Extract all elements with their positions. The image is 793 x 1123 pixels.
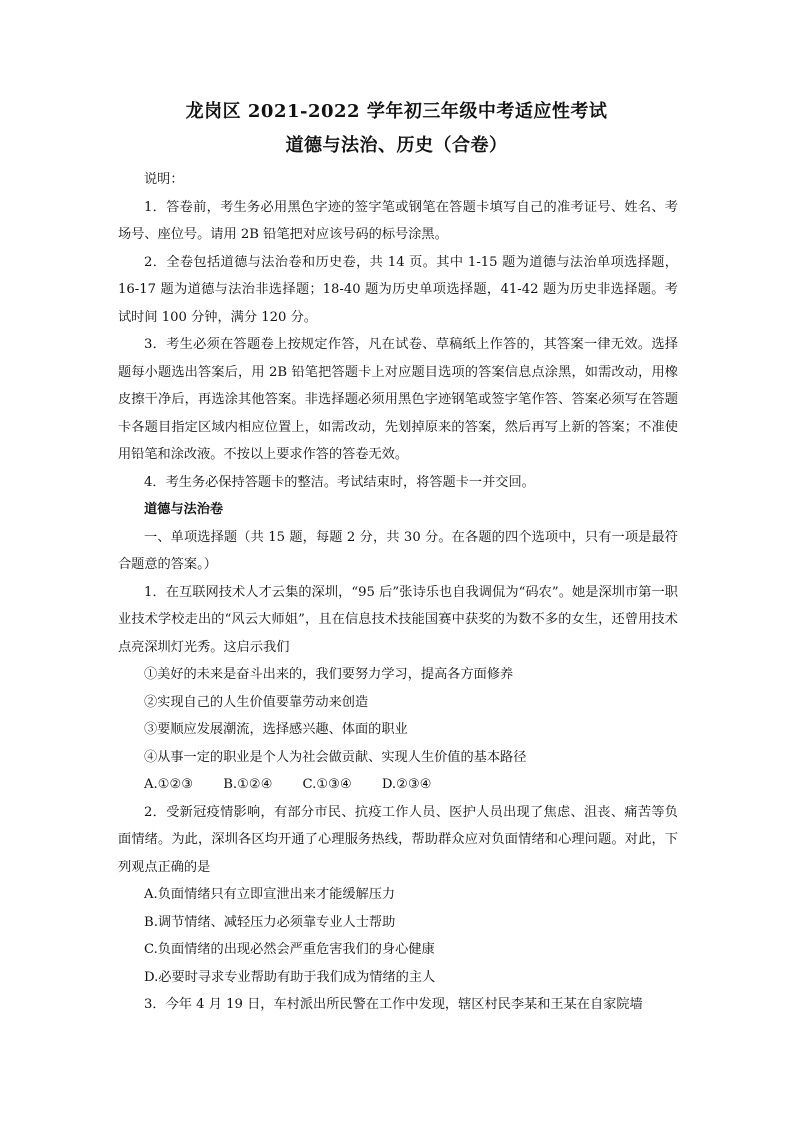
question-2-option-c: C.负面情绪的出现必然会严重危害我们的身心健康 [144,942,435,957]
question-1-statement-1: ①美好的未来是奋斗出来的，我们要努力学习，提高各方面修养 [144,667,514,682]
exam-subtitle: 道德与法治、历史（合卷） [285,135,508,156]
instruction-item-1: 1．答卷前，考生务必用黑色字迹的签字笔或钢笔在答题卡填写自己的准考证号、姓名、考场号、座位号。请用 2B 铅笔把对应该号码的标号涂黑。 [118,199,678,242]
question-1-choice-b: B.①②④ [223,777,273,792]
question-2-option-a: A.负面情绪只有立即宣泄出来才能缓解压力 [144,887,396,902]
part-heading: 一、单项选择题（共 15 题，每题 2 分，共 30 分。在各题的四个选项中，只有一项是最符合题意的答案。） [118,529,678,572]
question-1-statement-3: ③要顺应发展潮流，选择感兴趣、体面的职业 [144,722,408,737]
instructions-heading: 说明： [144,172,184,187]
instruction-item-4: 4．考生务必保持答题卡的整洁。考试结束时，将答题卡一并交回。 [144,474,535,490]
instruction-item-2: 2．全卷包括道德与法治卷和历史卷，共 14 页。其中 1-15 题为道德与法治单项选择题，16-17 题为道德与法治非选择题；18-40 题为历史单项选择题，41-42 题为历史非选择题。考试时间 100 分钟，满分 120 分。 [118,254,678,325]
question-1-statement-2: ②实现自己的人生价值要靠劳动来创造 [144,694,369,710]
question-1-choices [118,771,678,799]
question-1-choice-a: A.①②③ [144,777,194,792]
question-1-stem: 1．在互联网技术人才云集的深圳，“95 后”张诗乐也自我调侃为“码农”。她是深圳市第一职业技术学校走出的“风云大师姐”，且在信息技术技能国赛中获奖的为数不多的女生，还曾用技术点亮深圳灯光秀。这启示我们 [118,584,678,655]
question-1-choice-d: D.②③④ [381,777,432,792]
question-2-stem: 2．受新冠疫情影响，有部分市民、抗疫工作人员、医护人员出现了焦虑、沮丧、痛苦等负面情绪。为此，深圳各区均开通了心理服务热线，帮助群众应对负面情绪和心理问题。对此，下列观点正确的是 [118,804,678,875]
exam-title: 龙岗区 2021-2022 学年初三年级中考适应性考试 [185,101,608,122]
question-2-option-b: B.调节情绪、减轻压力必须靠专业人士帮助 [144,914,396,930]
instruction-item-3: 3．考生必须在答题卷上按规定作答，凡在试卷、草稿纸上作答的，其答案一律无效。选择题每小题选出答案后，用 2B 铅笔把答题卡上对应题目选项的答案信息点涂黑，如需改动，用橡皮擦干净后，再选涂其他答案。非选择题必须用黑色字迹钢笔或签字笔作答、答案必须写在答题卡各题目指定区域内相应位置上，如需改动，先划掉原来的答案，然后再写上新的答案；不准使用铅笔和涂改液。不按以上要求作答的答卷无效。 [118,337,678,462]
question-2-option-d: D.必要时寻求专业帮助有助于我们成为情绪的主人 [144,969,436,985]
question-1-statement-4: ④从事一定的职业是个人为社会做贡献、实现人生价值的基本路径 [144,749,527,765]
question-1-choice-c: C.①③④ [302,777,352,792]
exam-body [118,166,678,1019]
question-3-stem: 3．今年 4 月 19 日，车村派出所民警在工作中发现，辖区村民李某和王某在自家院墙 [144,997,643,1012]
section-title: 道德与法治卷 [144,502,224,517]
